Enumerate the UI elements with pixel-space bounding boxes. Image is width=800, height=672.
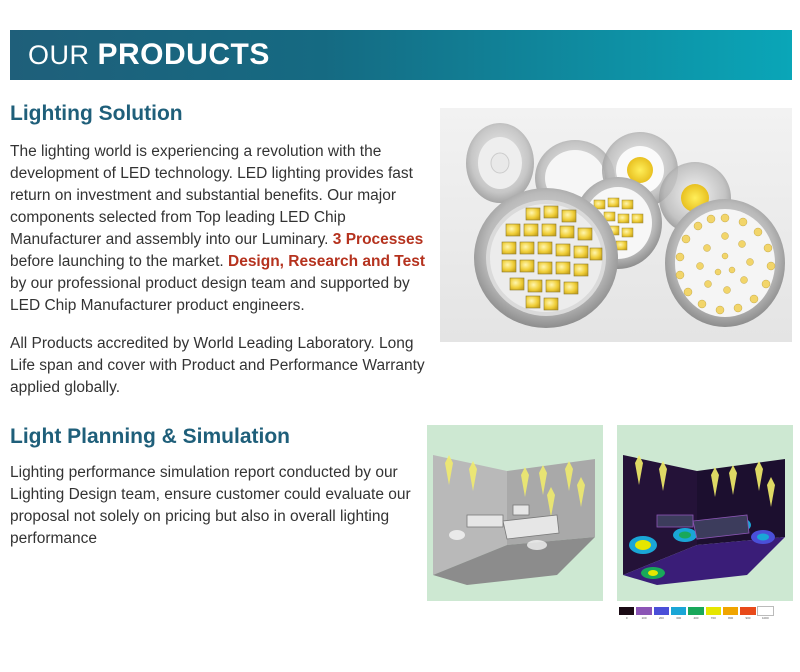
paragraph-text: before launching to the market. [10,253,228,270]
scale-swatch [635,606,652,616]
scale-swatch [739,606,756,616]
highlight-design-research-test: Design, Research and Test [228,253,425,270]
lighting-solution-title: Lighting Solution [10,102,183,125]
led-bulbs-photo [440,108,792,342]
lux-color-scale [618,606,774,622]
banner-title-bold: PRODUCTS [97,38,270,71]
accreditation-paragraph: All Products accredited by World Leading Laboratory. Long Life span and cover with Product and Performance Warranty applied globally. [10,335,425,396]
section-banner [10,30,792,80]
scale-swatch [757,606,774,616]
scale-label: 800 [728,616,734,620]
color-scale-bar [618,606,774,616]
scale-swatch [687,606,704,616]
led-bulbs-illustration [440,108,792,342]
simulation-render-grey [427,425,603,601]
scale-swatch [705,606,722,616]
lux-heatmap-illustration [617,425,793,601]
highlight-processes: 3 Processes [332,231,424,248]
simulation-paragraph: Lighting performance simulation report conducted by our Lighting Design team, ensure customer could evaluate our proposal not solely on pricing but also in overall lighting performance [10,464,411,547]
scale-label: 400 [693,616,699,620]
lighting-solution-paragraph [10,141,428,317]
scale-label: 200 [658,616,664,620]
scale-swatch [722,606,739,616]
color-scale-labels [618,616,774,622]
banner-title-thin: OUR [28,39,90,70]
paragraph-text: by our professional product design team and supported by LED Chip Manufacturer product engineers. [10,275,410,314]
scale-label: 0 [625,616,628,620]
scale-swatch [618,606,635,616]
scale-label: 100 [641,616,647,620]
paragraph-text: The lighting world is experiencing a revolution with the development of LED technology. LED lighting provides fast return on investment and substantial benefits. Our major components selected from Top leading LED Chip Manufacturer and assembly into our Luminary. [10,143,413,248]
scale-label: 300 [676,616,682,620]
room-render-illustration [427,425,603,601]
scale-label: 900 [745,616,751,620]
simulation-render-heatmap [617,425,793,601]
scale-swatch [670,606,687,616]
light-planning-title: Light Planning & Simulation [10,425,290,448]
scale-swatch [653,606,670,616]
scale-label: 1000 [761,616,769,620]
scale-label: 700 [710,616,716,620]
